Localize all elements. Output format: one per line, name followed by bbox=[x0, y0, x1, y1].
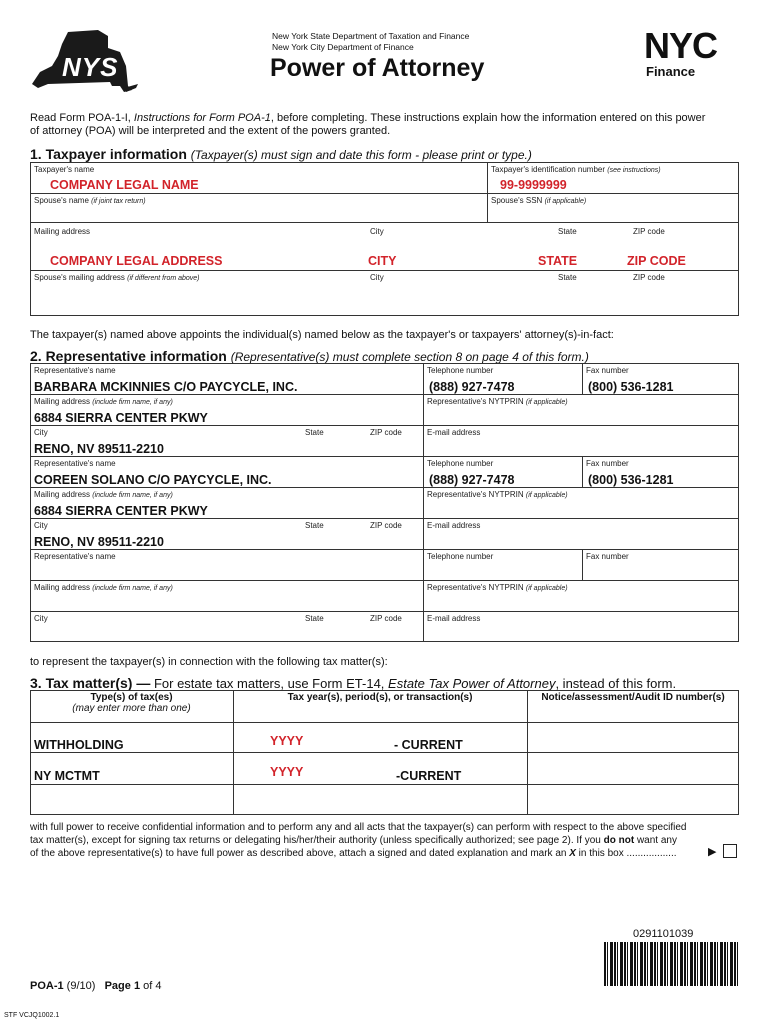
nyc-logo-text: NYC bbox=[644, 25, 718, 66]
rep1-zip-label: ZIP code bbox=[370, 428, 402, 437]
rep2-fax-label: Fax number bbox=[586, 459, 629, 468]
spouse-zip-label: ZIP code bbox=[633, 273, 665, 282]
rep1-fax-label: Fax number bbox=[586, 366, 629, 375]
rep1-name-field[interactable]: BARBARA MCKINNIES C/O PAYCYCLE, INC. bbox=[34, 380, 298, 394]
taxpayer-name-field[interactable]: COMPANY LEGAL NAME bbox=[50, 178, 199, 192]
nys-logo-text: NYS bbox=[62, 52, 119, 82]
rep2-mailing-label: Mailing address (include firm name, if any) bbox=[34, 490, 173, 499]
rep1-nytprin-label: Representative's NYTPRIN (if applicable) bbox=[427, 397, 568, 406]
s2-divider bbox=[582, 456, 583, 487]
rep2-phone-field[interactable]: (888) 927-7478 bbox=[429, 473, 515, 487]
rep2-city-field[interactable]: RENO, NV 89511-2210 bbox=[34, 535, 164, 549]
s3-rule bbox=[30, 722, 739, 723]
rep3-phone-label: Telephone number bbox=[427, 552, 494, 561]
spouse-city-label: City bbox=[370, 273, 384, 282]
s1-rule-1 bbox=[30, 193, 739, 194]
tax-year-row2[interactable]: YYYY bbox=[270, 765, 304, 779]
no-full-power-checkbox[interactable] bbox=[723, 844, 737, 858]
zip-label: ZIP code bbox=[633, 227, 665, 236]
section3-heading: 3. Tax matter(s) — For estate tax matters, use Form ET-14, Estate Tax Power of Attorney, instead of this form. bbox=[30, 675, 677, 691]
rep1-phone-label: Telephone number bbox=[427, 366, 494, 375]
spouse-name-label: Spouse's name (if joint tax return) bbox=[34, 196, 146, 205]
rep3-name-label: Representative's name bbox=[34, 552, 116, 561]
rep1-name-label: Representative's name bbox=[34, 366, 116, 375]
zip-field[interactable]: ZIP CODE bbox=[627, 254, 686, 268]
state-label: State bbox=[558, 227, 577, 236]
tax-period-row1[interactable]: - CURRENT bbox=[394, 738, 463, 752]
state-field[interactable]: STATE bbox=[538, 254, 578, 268]
rep3-fax-label: Fax number bbox=[586, 552, 629, 561]
rep1-address-field[interactable]: 6884 SIERRA CENTER PKWY bbox=[34, 411, 208, 425]
spouse-ssn-label: Spouse's SSN (if applicable) bbox=[491, 196, 587, 205]
dept-line-2: New York City Department of Finance bbox=[272, 42, 414, 52]
barcode bbox=[604, 942, 738, 986]
s1-rule-3 bbox=[30, 270, 739, 271]
rep2-nytprin-label: Representative's NYTPRIN (if applicable) bbox=[427, 490, 568, 499]
s2-rule bbox=[30, 518, 739, 519]
rep3-zip-label: ZIP code bbox=[370, 614, 402, 623]
s2-rule bbox=[30, 580, 739, 581]
stf-code: STF VCJQ1002.1 bbox=[4, 1012, 60, 1019]
s3-rule bbox=[30, 752, 739, 753]
s2-rule bbox=[30, 394, 739, 395]
address-field[interactable]: COMPANY LEGAL ADDRESS bbox=[50, 254, 223, 268]
nyc-logo-sub: Finance bbox=[646, 64, 696, 79]
rep2-email-label: E-mail address bbox=[427, 521, 481, 530]
mailing-address-label: Mailing address bbox=[34, 227, 91, 236]
s2-rule bbox=[30, 456, 739, 457]
rep2-address-field[interactable]: 6884 SIERRA CENTER PKWY bbox=[34, 504, 208, 518]
s2-divider bbox=[582, 549, 583, 580]
s2-rule bbox=[30, 487, 739, 488]
rep3-city-label: City bbox=[34, 614, 48, 623]
s2-divider bbox=[582, 363, 583, 394]
rep2-fax-field[interactable]: (800) 536-1281 bbox=[588, 473, 674, 487]
represent-text: to represent the taxpayer(s) in connection with the following tax matter(s): bbox=[30, 656, 388, 668]
rep1-city-field[interactable]: RENO, NV 89511-2210 bbox=[34, 442, 164, 456]
dept-line-1: New York State Department of Taxation and Finance bbox=[272, 31, 470, 41]
s2-divider bbox=[423, 363, 424, 642]
rep1-city-label: City bbox=[34, 428, 48, 437]
rep2-name-label: Representative's name bbox=[34, 459, 116, 468]
intro-line-2: of attorney (POA) will be interpreted and the extent of the powers granted. bbox=[30, 125, 391, 137]
taxpayer-id-field[interactable]: 99-9999999 bbox=[500, 178, 567, 192]
taxpayer-name-label: Taxpayer's name bbox=[34, 165, 95, 174]
rep3-state-label: State bbox=[305, 614, 324, 623]
section2-heading: 2. Representative information (Representative(s) must complete section 8 on page 4 of this form.) bbox=[30, 348, 589, 364]
rep2-phone-label: Telephone number bbox=[427, 459, 494, 468]
rep1-fax-field[interactable]: (800) 536-1281 bbox=[588, 380, 674, 394]
tax-period-row2[interactable]: -CURRENT bbox=[396, 769, 462, 783]
city-field[interactable]: CITY bbox=[368, 254, 397, 268]
barcode-number: 0291101039 bbox=[633, 928, 694, 940]
col-tax-period: Tax year(s), period(s), or transaction(s) bbox=[287, 692, 473, 703]
spouse-state-label: State bbox=[558, 273, 577, 282]
rep1-state-label: State bbox=[305, 428, 324, 437]
rep3-mailing-label: Mailing address (include firm name, if any) bbox=[34, 583, 173, 592]
s2-rule bbox=[30, 611, 739, 612]
powers-paragraph: with full power to receive confidential information and to perform any and all acts that the taxpayer(s) can perform with respect to the above specified tax matter(s), except for signing tax returns or delegating his/her/their authority (unless specifically authorized; see page 2). If you do not want any of the above representative(s) to have full power as described above, attach a signed and dated explanation and mark an X in this box .................. bbox=[30, 822, 687, 859]
rep3-nytprin-label: Representative's NYTPRIN (if applicable) bbox=[427, 583, 568, 592]
tax-type-row1[interactable]: WITHHOLDING bbox=[34, 738, 124, 752]
tax-year-row1[interactable]: YYYY bbox=[270, 734, 304, 748]
rep2-name-field[interactable]: COREEN SOLANO C/O PAYCYCLE, INC. bbox=[34, 473, 272, 487]
rep2-state-label: State bbox=[305, 521, 324, 530]
rep1-phone-field[interactable]: (888) 927-7478 bbox=[429, 380, 515, 394]
col-tax-type: Type(s) of tax(es) (may enter more than one) bbox=[72, 692, 191, 714]
s2-rule bbox=[30, 549, 739, 550]
arrow-right-icon: ▶ bbox=[708, 846, 717, 858]
rep2-city-label: City bbox=[34, 521, 48, 530]
spouse-mailing-label: Spouse's mailing address (if different from above) bbox=[34, 273, 200, 282]
form-id-line: POA-1 (9/10) Page 1 of 4 bbox=[30, 980, 162, 992]
appoint-text: The taxpayer(s) named above appoints the individual(s) named below as the taxpayer's or taxpayers' attorney(s)-in-fact: bbox=[30, 329, 614, 341]
city-label: City bbox=[370, 227, 384, 236]
s1-divider-id bbox=[487, 162, 488, 222]
taxpayer-id-label: Taxpayer's identification number (see instructions) bbox=[491, 165, 661, 174]
nyc-finance-logo bbox=[644, 25, 740, 82]
s1-rule-2 bbox=[30, 222, 739, 223]
rep1-email-label: E-mail address bbox=[427, 428, 481, 437]
rep1-mailing-label: Mailing address (include firm name, if any) bbox=[34, 397, 173, 406]
rep2-zip-label: ZIP code bbox=[370, 521, 402, 530]
col-notice-id: Notice/assessment/Audit ID number(s) bbox=[541, 692, 725, 703]
s2-rule bbox=[30, 425, 739, 426]
tax-type-row2[interactable]: NY MCTMT bbox=[34, 769, 100, 783]
intro-line-1: Read Form POA-1-I, Instructions for Form POA-1, before completing. These instructions explain how the information entered on this power bbox=[30, 112, 706, 124]
page-title: Power of Attorney bbox=[270, 54, 485, 82]
s3-rule bbox=[30, 784, 739, 785]
rep3-email-label: E-mail address bbox=[427, 614, 481, 623]
section1-heading: 1. Taxpayer information (Taxpayer(s) must sign and date this form - please print or type.) bbox=[30, 146, 532, 162]
